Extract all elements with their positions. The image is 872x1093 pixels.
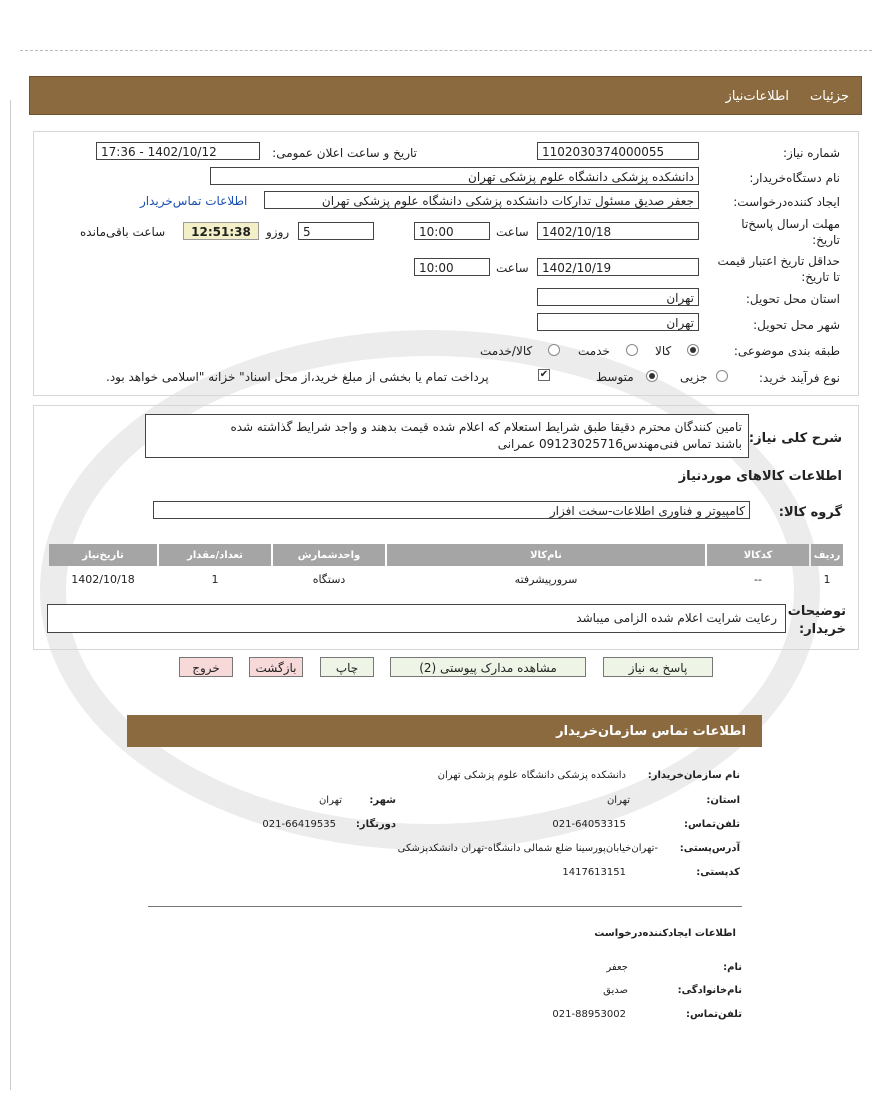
validity-time-field: 10:00 <box>414 258 490 276</box>
tab-details[interactable]: جزئیات <box>810 89 849 104</box>
description-box <box>145 414 749 458</box>
contact-city-label: شهر: <box>369 795 396 806</box>
back-button[interactable]: بازگشت <box>249 657 303 677</box>
process-label: نوع فرآیند خرید: <box>759 371 840 385</box>
remaining-time-field: 12:51:38 <box>183 222 259 240</box>
col-need-date: تاریخ‌نیاز <box>49 544 157 566</box>
validity-time-label: ساعت <box>496 261 529 275</box>
remaining-label: ساعت باقی‌مانده <box>80 225 166 239</box>
col-row: ردیف <box>811 544 843 566</box>
cell-unit: دستگاه <box>312 572 346 586</box>
top-divider <box>20 50 872 51</box>
radio-goods-service[interactable] <box>548 344 560 356</box>
creator-info-title: اطلاعات ایجادکننده‌درخواست <box>594 928 736 939</box>
goods-info-title: اطلاعات کالاهای موردنیاز <box>678 469 842 484</box>
goods-group-field: کامپیوتر و فناوری اطلاعات-سخت افزار <box>153 501 750 519</box>
city-field: تهران <box>537 313 699 331</box>
goods-service-option-label: کالا/خدمت <box>480 344 533 358</box>
attachments-button[interactable]: مشاهده مدارک پیوستی (2) <box>390 657 586 677</box>
medium-option-label: متوسط <box>596 370 634 384</box>
description-line-2: باشند تماس فنی‌مهندس09123025716 عمرانی <box>497 437 742 451</box>
col-unit: واحدشمارش <box>273 544 385 566</box>
creator-phone-value: 021-88953002 <box>552 1009 626 1020</box>
deadline-label-1: مهلت ارسال پاسخ‌تا <box>741 217 840 231</box>
cell-row: 1 <box>823 572 831 586</box>
contact-phone-label: تلفن‌تماس: <box>683 819 740 830</box>
category-label: طبقه بندی موضوعی: <box>733 344 840 358</box>
cell-name: سرورپیشرفته <box>514 572 578 586</box>
postal-label: کدپستی: <box>696 867 740 878</box>
table-row <box>49 568 843 590</box>
creator-family-label: نام‌خانوادگی: <box>677 985 742 996</box>
buyer-notes-label-1: توضیحات <box>787 604 846 619</box>
validity-date-field: 1402/10/19 <box>537 258 699 276</box>
tab-need-info[interactable]: اطلاعات‌نیاز <box>725 89 789 104</box>
validity-label-2: تا تاریخ: <box>801 270 840 284</box>
contact-city-value: تهران <box>318 795 342 806</box>
contact-title: اطلاعات تماس سازمان‌خریدار <box>556 724 746 739</box>
contact-province-label: استان: <box>706 795 740 806</box>
goods-table-header <box>49 544 843 566</box>
col-quantity: تعداد/مقدار <box>159 544 271 566</box>
postal-value: 1417613151 <box>562 867 626 878</box>
buyer-notes-box: رعایت شرایت اعلام شده الزامی میباشد <box>47 604 786 633</box>
address-label: آدرس‌پستی: <box>679 843 740 854</box>
creator-name-value: جعفر <box>606 962 628 973</box>
announce-field: 1402/10/12 - 17:36 <box>96 142 260 160</box>
deadline-time-label: ساعت <box>496 225 529 239</box>
exit-button[interactable]: خروج <box>179 657 233 677</box>
radio-partial[interactable] <box>716 370 728 382</box>
left-border <box>10 100 11 1090</box>
radio-goods[interactable] <box>687 344 699 356</box>
deadline-label-2: تاریخ: <box>812 233 840 247</box>
buyer-field: دانشکده پزشکی دانشگاه علوم پزشکی تهران <box>210 167 699 185</box>
address-value: -تهران‌خیابان‌پورسینا ضلع شمالی دانشگاه-تهران دانشکدپزشکی <box>397 843 658 854</box>
days-field: 5 <box>298 222 374 240</box>
treasury-checkbox[interactable]: ✔ <box>539 369 549 380</box>
creator-field: جعفر صدیق مسئول تدارکات دانشکده پزشکی دانشگاه علوم پزشکی تهران <box>264 191 699 209</box>
contact-province-value: تهران <box>606 795 630 806</box>
deadline-time-field: 10:00 <box>414 222 490 240</box>
goods-group-label: گروه کالا: <box>778 505 842 520</box>
contact-phone-value: 021-64053315 <box>552 819 626 830</box>
cell-code: -- <box>754 572 762 586</box>
reply-button[interactable]: پاسخ به نیاز <box>603 657 713 677</box>
buyer-label: نام دستگاه‌خریدار: <box>749 171 840 185</box>
print-button[interactable]: چاپ <box>320 657 374 677</box>
creator-family-value: صدیق <box>603 985 628 996</box>
fax-label: دورنگار: <box>355 819 396 830</box>
announce-label: تاریخ و ساعت اعلان عمومی: <box>272 146 417 160</box>
radio-service[interactable] <box>626 344 638 356</box>
org-value: دانشکده پزشکی دانشگاه علوم پزشکی تهران <box>437 770 626 781</box>
service-option-label: خدمت <box>578 344 610 358</box>
partial-option-label: جزیی <box>680 370 708 384</box>
fax-value: 021-66419535 <box>262 819 336 830</box>
deadline-date-field: 1402/10/18 <box>537 222 699 240</box>
need-number-field: 1102030374000055 <box>537 142 699 160</box>
page-header <box>29 76 862 115</box>
city-label: شهر محل تحویل: <box>753 318 840 332</box>
goods-table <box>47 542 845 592</box>
description-line-1: تامین کنندگان محترم دقیقا طبق شرایط استعلام که اعلام شده قیمت بدهند و واجد شرایط گذاشته شده <box>230 420 742 434</box>
province-label: استان محل تحویل: <box>745 292 840 306</box>
need-number-label: شماره نیاز: <box>783 146 840 160</box>
radio-medium[interactable] <box>646 370 658 382</box>
creator-name-label: نام: <box>723 962 742 973</box>
creator-phone-label: تلفن‌تماس: <box>685 1009 742 1020</box>
org-label: نام سازمان‌خریدار: <box>647 770 740 781</box>
col-code: کدکالا <box>707 544 809 566</box>
buyer-notes-label-2: خریدار: <box>799 622 846 637</box>
description-label: شرح کلی نیاز: <box>748 431 842 446</box>
province-field: تهران <box>537 288 699 306</box>
cell-quantity: 1 <box>211 572 219 586</box>
validity-label-1: حداقل تاریخ اعتبار قیمت <box>717 254 840 268</box>
goods-option-label: کالا <box>655 344 672 358</box>
cell-need-date: 1402/10/18 <box>71 572 135 586</box>
contact-header <box>127 715 762 747</box>
buyer-contact-link[interactable]: اطلاعات تماس‌خریدار <box>140 194 248 208</box>
creator-label: ایجاد کننده‌درخواست: <box>733 195 840 209</box>
col-name: نام‌کالا <box>387 544 705 566</box>
days-label: روزو <box>266 225 290 239</box>
payment-note: پرداخت تمام یا بخشی از مبلغ خرید،از محل اسناد" خزانه "اسلامی خواهد بود. <box>106 370 489 384</box>
contact-divider <box>148 906 742 907</box>
